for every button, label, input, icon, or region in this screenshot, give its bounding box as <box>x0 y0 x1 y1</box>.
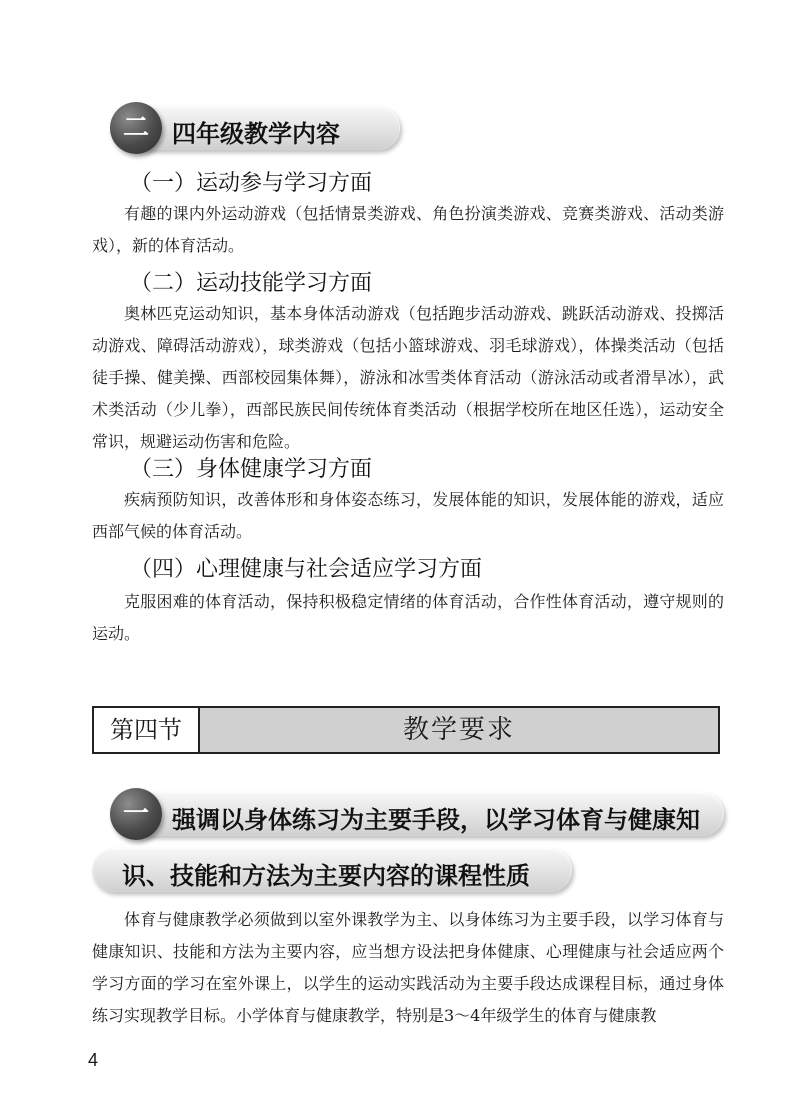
section-title: 教学要求 <box>200 708 718 752</box>
heading-badge: 一 <box>110 788 162 840</box>
heading-line-1: 强调以身体练习为主要手段，以学习体育与健康知 <box>172 806 700 834</box>
paragraph: 奥林匹克运动知识，基本身体活动游戏（包括跑步活动游戏、跳跃活动游戏、投掷活动游戏、障碍活动游戏），球类游戏（包括小篮球游戏、羽毛球游戏），体操类活动（包括徒手操、健美操、西部校园集体舞），游泳和冰雪类体育活动（游泳活动或者滑旱冰），武术类活动（少儿拳），西部民族民间传统体育类活动（根据学校所在地区任选），运动安全常识，规避运动伤害和危险。 <box>92 304 724 451</box>
paragraph: 疾病预防知识，改善体形和身体姿态练习，发展体能的知识，发展体能的游戏，适应西部气候的体育活动。 <box>92 490 724 541</box>
paragraph: 克服困难的体育活动，保持积极稳定情绪的体育活动，合作性体育活动，遵守规则的运动。 <box>92 592 724 643</box>
paragraph: 有趣的课内外运动游戏（包括情景类游戏、角色扮演类游戏、竞赛类游戏、活动类游戏），新的体育活动。 <box>92 204 724 255</box>
subsection-title: （一）运动参与学习方面 <box>130 171 373 196</box>
heading-badge: 二 <box>110 102 162 154</box>
section-number: 第四节 <box>94 708 200 752</box>
page-number: 4 <box>88 1050 99 1070</box>
subsection-title: （二）运动技能学习方面 <box>130 271 373 296</box>
heading-line-2: 识、技能和方法为主要内容的课程性质 <box>122 862 530 890</box>
heading-title: 四年级教学内容 <box>172 120 340 148</box>
subsection-title: （三）身体健康学习方面 <box>130 457 373 482</box>
subsection-title: （四）心理健康与社会适应学习方面 <box>130 557 483 582</box>
section-header <box>92 706 720 754</box>
body-paragraph: 体育与健康教学必须做到以室外课教学为主、以身体练习为主要手段，以学习体育与健康知识、技能和方法为主要内容，应当想方设法把身体健康、心理健康与社会适应两个学习方面的学习在室外课上，以学生的运动实践活动为主要手段达成课程目标，通过身体练习实现教学目标。小学体育与健康教学，特别是3～4年级学生的体育与健康教 <box>92 910 724 1025</box>
